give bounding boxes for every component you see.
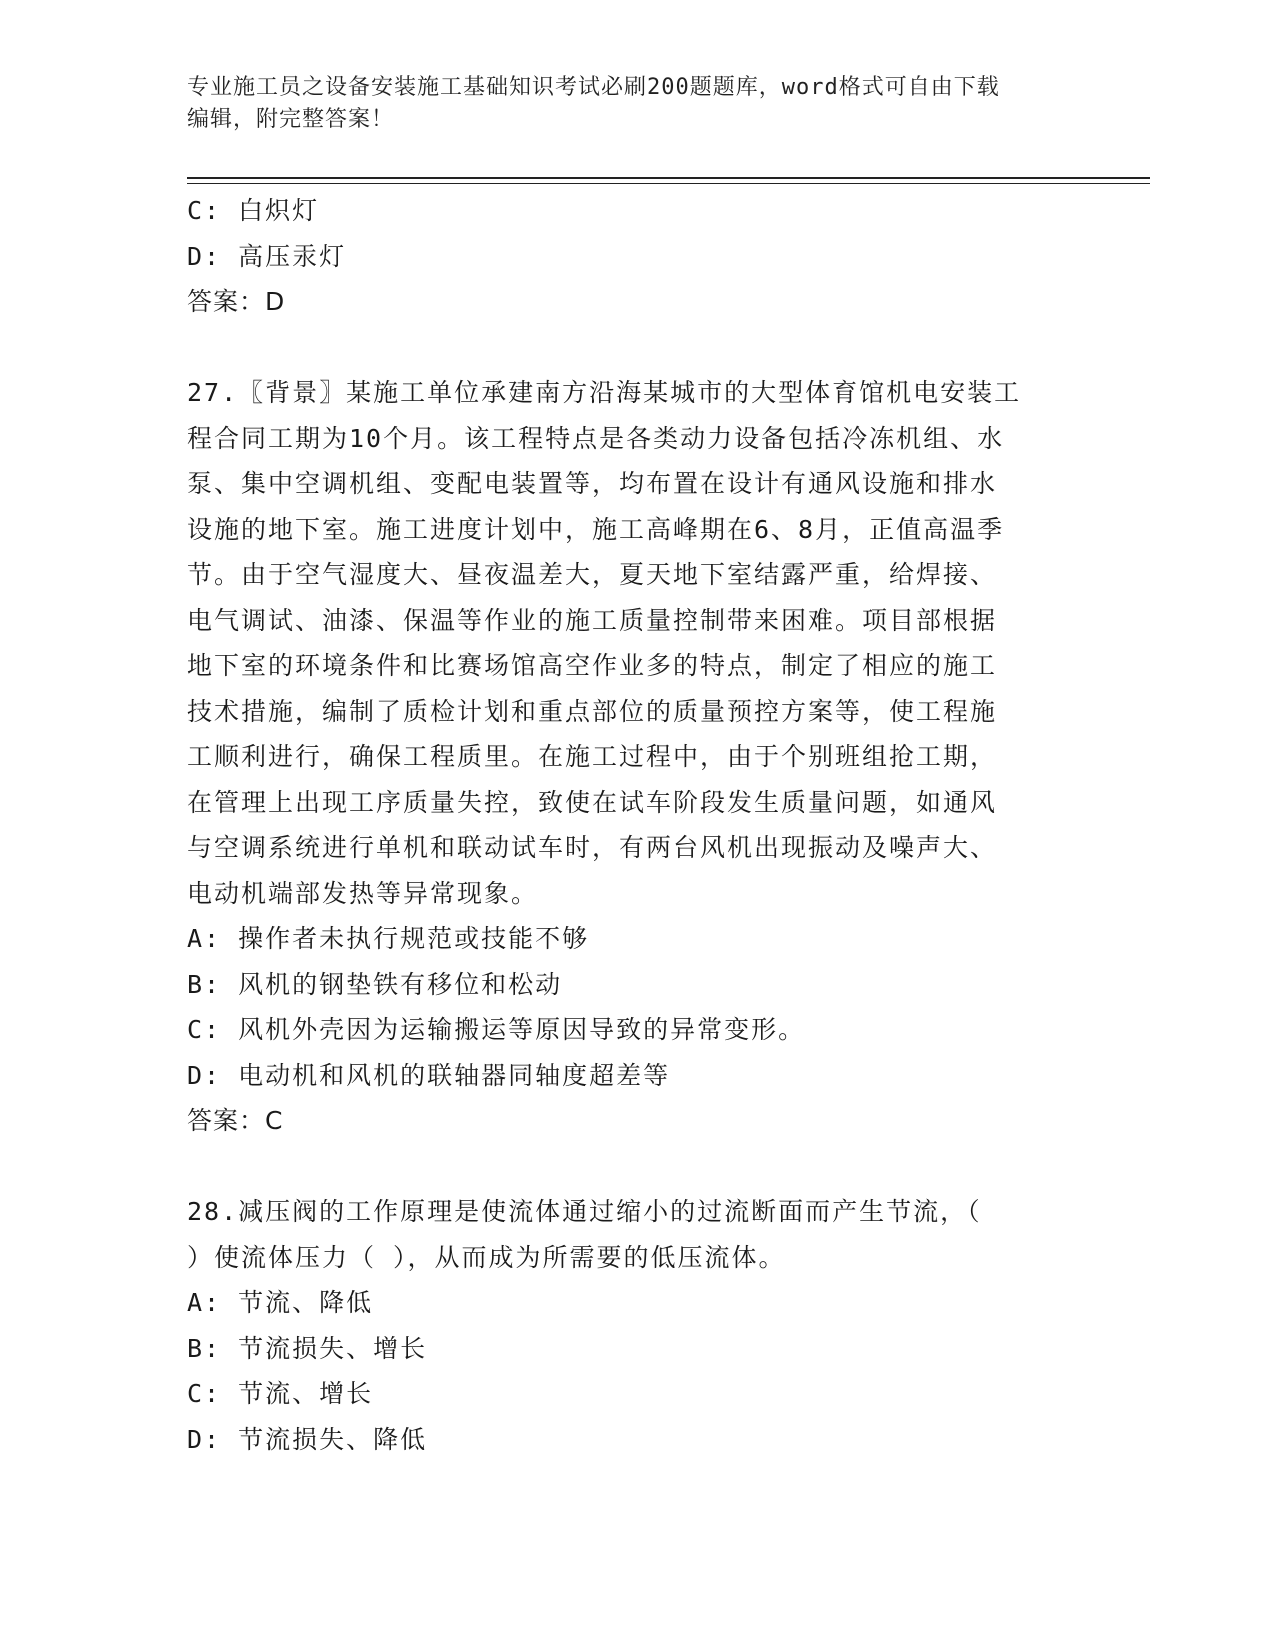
q27-stem-line: 设施的地下室。施工进度计划中，施工高峰期在6、8月，正值高温季 xyxy=(187,514,1005,544)
question-content xyxy=(187,188,1067,1462)
header-title-line-2: 编辑，附完整答案！ xyxy=(187,107,395,132)
q28-stem xyxy=(187,1189,1067,1280)
q27-stem-line: 节。由于空气湿度大、昼夜温差大，夏天地下室结露严重，给焊接、 xyxy=(187,560,998,589)
q27-answer: 答案：C xyxy=(187,1106,284,1135)
header-divider-thick xyxy=(187,177,1150,179)
page-header xyxy=(187,72,1067,136)
q27-stem-line: 程合同工期为10个月。该工程特点是各类动力设备包括冷冻机组、水 xyxy=(187,423,1005,453)
q28-stem-line: ）使流体压力（ ），从而成为所需要的低压流体。 xyxy=(187,1242,786,1272)
q27-stem-line: 与空调系统进行单机和联动试车时，有两台风机出现振动及噪声大、 xyxy=(187,833,998,862)
q27-stem-line: 技术措施，编制了质检计划和重点部位的质量预控方案等，使工程施 xyxy=(187,696,998,726)
q27-option-c: C: 风机外壳因为运输搬运等原因导致的异常变形。 xyxy=(187,1015,806,1044)
q26-option-d: D: 高压汞灯 xyxy=(187,241,347,271)
q27-stem xyxy=(187,370,1067,916)
q27-option-b: B: 风机的钢垫铁有移位和松动 xyxy=(187,969,563,999)
q26-answer: 答案：D xyxy=(187,287,286,316)
q27-stem-line: 电气调试、油漆、保温等作业的施工质量控制带来困难。项目部根据 xyxy=(187,605,998,635)
q27-stem-line: 27.〖背景〗某施工单位承建南方沿海某城市的大型体育馆机电安装工 xyxy=(187,378,1022,407)
q28-stem-line: 28.减压阀的工作原理是使流体通过缩小的过流断面而产生节流，（ xyxy=(187,1197,982,1226)
q27-option-d: D: 电动机和风机的联轴器同轴度超差等 xyxy=(187,1060,671,1090)
q27-stem-line: 工顺利进行，确保工程质里。在施工过程中，由于个别班组抢工期， xyxy=(187,742,998,771)
question-spacer xyxy=(187,1144,1067,1190)
q28-option-a: A: 节流、降低 xyxy=(187,1288,374,1317)
q27-stem-line: 地下室的环境条件和比赛场馆高空作业多的特点，制定了相应的施工 xyxy=(187,651,998,680)
q28-option-b: B: 节流损失、增长 xyxy=(187,1333,428,1363)
q27-option-a: A: 操作者未执行规范或技能不够 xyxy=(187,924,590,953)
q28-option-d: D: 节流损失、降低 xyxy=(187,1424,428,1454)
q27-stem-line: 在管理上出现工序质量失控，致使在试车阶段发生质量问题，如通风 xyxy=(187,787,998,817)
q27-stem-line: 泵、集中空调机组、变配电装置等，均布置在设计有通风设施和排水 xyxy=(187,469,998,498)
header-divider-thin xyxy=(187,183,1150,184)
q28-option-c: C: 节流、增长 xyxy=(187,1379,374,1408)
q26-option-c: C: 白炽灯 xyxy=(187,196,320,225)
q27-stem-line: 电动机端部发热等异常现象。 xyxy=(187,878,539,908)
header-title-line-1: 专业施工员之设备安装施工基础知识考试必刷200题题库，word格式可自由下载 xyxy=(187,75,1000,100)
question-spacer xyxy=(187,325,1067,371)
